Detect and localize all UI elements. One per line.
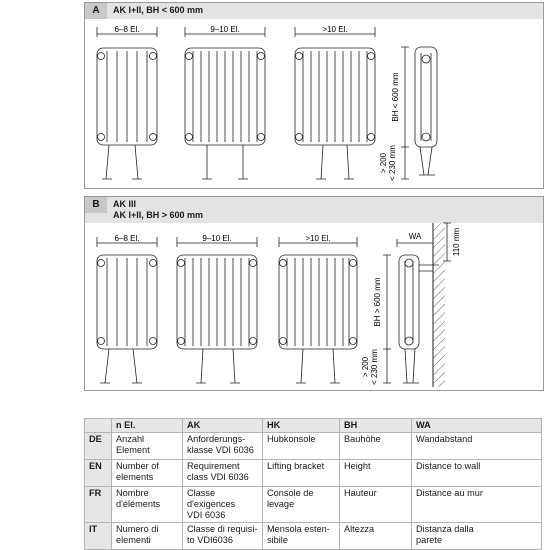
legend-header-cell: HK (263, 419, 340, 433)
legend-cell: Nombre d'éléments (112, 487, 183, 523)
legend-cell: Anzahl Element (112, 433, 183, 460)
legend-header-row (85, 419, 542, 433)
side-a-floor-1: > 200 (379, 152, 388, 174)
panel-b (84, 196, 544, 391)
legend-table (84, 418, 542, 550)
panel-b-title-1: AK III (113, 199, 137, 209)
legend-cell: Height (340, 460, 412, 487)
legend-cell: Lifting bracket (263, 460, 340, 487)
legend-lang-cell: EN (85, 460, 112, 487)
legend-cell: Numero di elementi (112, 523, 183, 550)
side-b-floor-1: > 200 (361, 356, 370, 378)
dim-a-left: 6–8 El. (114, 25, 140, 34)
legend-lang-cell: DE (85, 433, 112, 460)
legend-cell: Requirement class VDI 6036 (183, 460, 263, 487)
side-a-height: BH < 600 mm (391, 72, 400, 122)
legend-cell: Hubkonsole (263, 433, 340, 460)
legend-row-fr (85, 487, 542, 523)
radiator-a3 (295, 48, 375, 179)
panel-a (84, 2, 544, 189)
legend-cell: Console de levage (263, 487, 340, 523)
legend-cell: Anforderungs- klasse VDI 6036 (183, 433, 263, 460)
panel-b-drawing (85, 197, 543, 390)
wa-label: WA (408, 232, 422, 241)
legend-header-cell: BH (340, 419, 412, 433)
panel-b-letter: B (85, 197, 107, 213)
legend-row-de (85, 433, 542, 460)
legend-cell: Hauteur (340, 487, 412, 523)
legend-cell: Distance au mur (412, 487, 542, 523)
top-gap-label: 110 mm (452, 227, 461, 257)
side-a-floor-2: < 230 mm (388, 145, 397, 181)
legend-cell: Distanza dalla parete (412, 523, 542, 550)
side-b-floor-2: < 230 mm (370, 349, 379, 385)
panel-a-drawing (85, 3, 543, 188)
panel-b-title-2: AK I+II, BH > 600 mm (113, 210, 204, 220)
dim-b-left: 6–8 El. (114, 234, 140, 243)
legend-lang-cell: IT (85, 523, 112, 550)
legend-header-cell (85, 419, 112, 433)
legend-header-cell: n El. (112, 419, 183, 433)
radiator-a-side-view (401, 47, 437, 179)
radiator-b2 (177, 255, 257, 383)
legend-header-cell: AK (183, 419, 263, 433)
legend-cell: Classe di requisi- to VDI6036 (183, 523, 263, 550)
radiator-b3 (279, 255, 357, 383)
radiator-a2 (185, 48, 265, 179)
legend-cell: Classe d'exigences VDI 6036 (183, 487, 263, 523)
legend-cell: Wandabstand (412, 433, 542, 460)
dim-b-mid: 9–10 El. (202, 234, 232, 243)
side-b-height: BH > 600 mm (373, 277, 382, 327)
panel-a-letter: A (85, 3, 107, 19)
legend-cell: Bauhöhe (340, 433, 412, 460)
legend-cell: Number of elements (112, 460, 183, 487)
panel-a-title: AK I+II, BH < 600 mm (113, 5, 204, 15)
radiator-b1 (97, 255, 157, 383)
radiator-a1 (97, 48, 157, 179)
dim-a-mid: 9–10 El. (210, 25, 240, 34)
legend-cell: Altezza (340, 523, 412, 550)
legend-cell: Distance to wall (412, 460, 542, 487)
legend-header-cell: WA (412, 419, 542, 433)
wall-hatch (433, 223, 445, 387)
legend-cell: Mensola esten- sibile (263, 523, 340, 550)
dim-a-right: >10 El. (322, 25, 348, 34)
legend-row-en (85, 460, 542, 487)
legend-row-it (85, 523, 542, 550)
legend-lang-cell: FR (85, 487, 112, 523)
dim-b-right: >10 El. (305, 234, 331, 243)
